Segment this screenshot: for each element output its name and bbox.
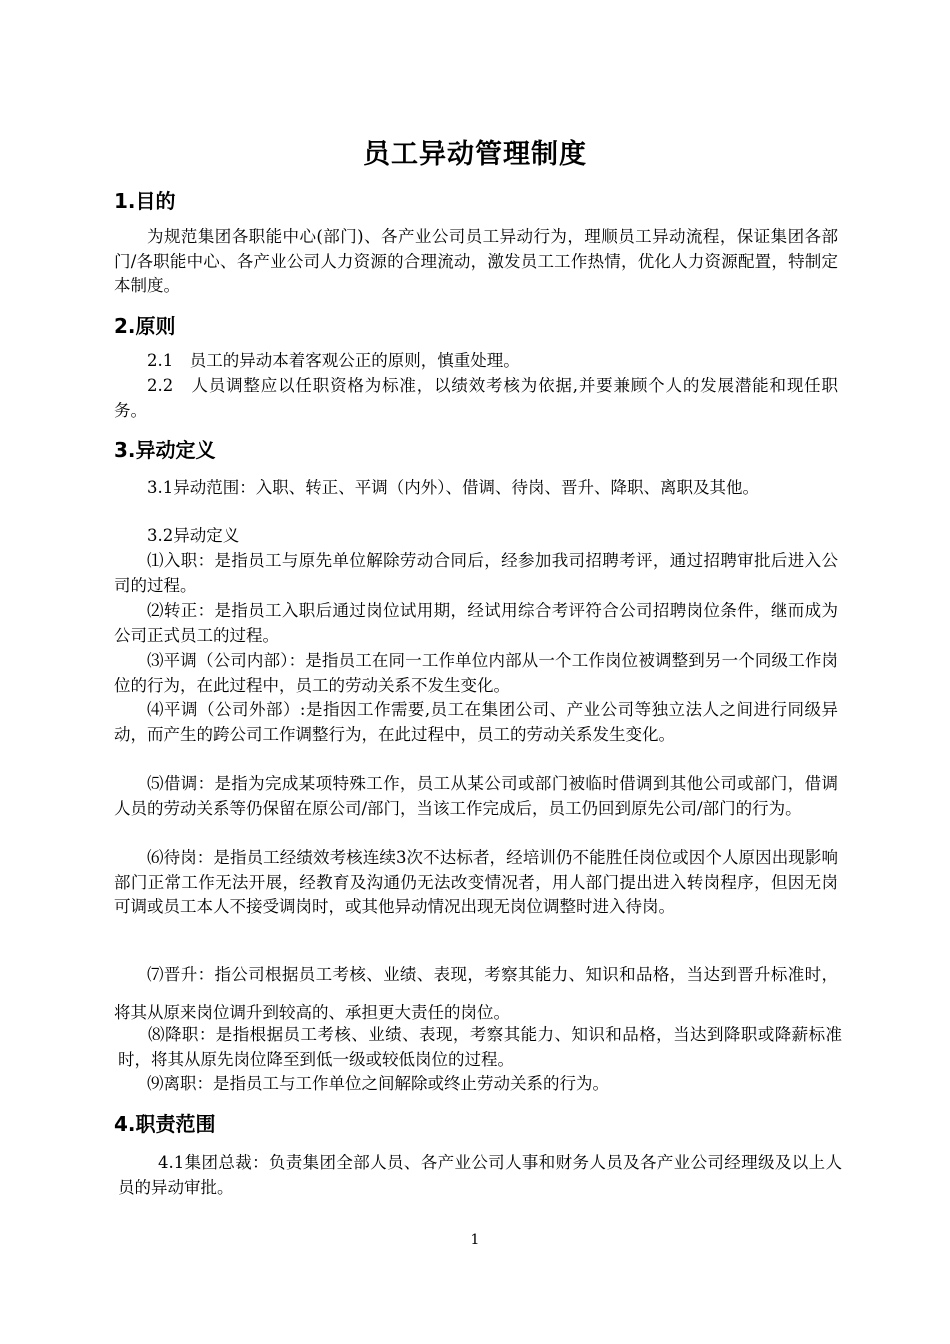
paragraph-purpose: 为规范集团各职能中心(部门)、各产业公司员工异动行为，理顺员工异动流程，保证集团各部门/各职能中心、各产业公司人力资源的合理流动，激发员工工作热情，优化人力资源配置，特制定本制度。: [114, 227, 838, 295]
paragraph-ceo-responsibility: 4.1集团总裁：负责集团全部人员、各产业公司人事和财务人员及各产业公司经理级及以上人员的异动审批。: [118, 1153, 842, 1197]
page-number: 1: [470, 1232, 480, 1248]
paragraph-principle-1: 2.1 员工的异动本着客观公正的原则，慎重处理。: [147, 351, 520, 370]
section-heading-purpose: 1.目的: [114, 189, 176, 213]
paragraph-demotion: ⑻降职：是指根据员工考核、业绩、表现，考察其能力、知识和品格，当达到降职或降薪标准时，将其从原先岗位降至到低一级或较低岗位的过程。: [118, 1025, 842, 1069]
paragraph-definition-intro: 3.2异动定义: [147, 526, 240, 545]
paragraph-secondment: ⑸借调：是指为完成某项特殊工作，员工从某公司或部门被临时借调到其他公司或部门，借调人员的劳动关系等仍保留在原公司/部门，当该工作完成后，员工仍回到原先公司/部门的行为。: [114, 774, 838, 818]
paragraph-internal-transfer: ⑶平调（公司内部）：是指员工在同一工作单位内部从一个工作岗位被调整到另一个同级工作岗位的行为，在此过程中，员工的劳动关系不发生变化。: [114, 651, 838, 695]
paragraph-principle-2: 2.2 人员调整应以任职资格为标准，以绩效考核为依据,并要兼顾个人的发展潜能和现任职务。: [114, 376, 838, 420]
paragraph-resignation: ⑼离职：是指员工与工作单位之间解除或终止劳动关系的行为。: [147, 1074, 609, 1093]
paragraph-regularization: ⑵转正：是指员工入职后通过岗位试用期，经试用综合考评符合公司招聘岗位条件，继而成为公司正式员工的过程。: [114, 601, 838, 645]
paragraph-external-transfer: ⑷平调（公司外部）:是指因工作需要,员工在集团公司、产业公司等独立法人之间进行同级异动，而产生的跨公司工作调整行为，在此过程中，员工的劳动关系发生变化。: [114, 700, 838, 744]
section-heading-principle: 2.原则: [114, 314, 176, 338]
paragraph-scope: 3.1异动范围：入职、转正、平调（内外）、借调、待岗、晋升、降职、离职及其他。: [147, 478, 759, 497]
section-heading-definition: 3.异动定义: [114, 438, 216, 462]
section-heading-responsibility: 4.职责范围: [114, 1112, 216, 1136]
paragraph-promotion: ⑺晋升：指公司根据员工考核、业绩、表现，考察其能力、知识和品格，当达到晋升标准时，将其从原来岗位调升到较高的、承担更大责任的岗位。: [114, 965, 838, 1022]
paragraph-onboarding: ⑴入职：是指员工与原先单位解除劳动合同后，经参加我司招聘考评，通过招聘审批后进入公司的过程。: [114, 551, 838, 595]
paragraph-standby: ⑹待岗：是指员工经绩效考核连续3次不达标者，经培训仍不能胜任岗位或因个人原因出现影响部门正常工作无法开展，经教育及沟通仍无法改变情况者，用人部门提出进入转岗程序，但因无岗可调或员工本人不接受调岗时，或其他异动情况出现无岗位调整时进入待岗。: [114, 848, 838, 916]
document-title: 员工异动管理制度: [363, 139, 587, 170]
